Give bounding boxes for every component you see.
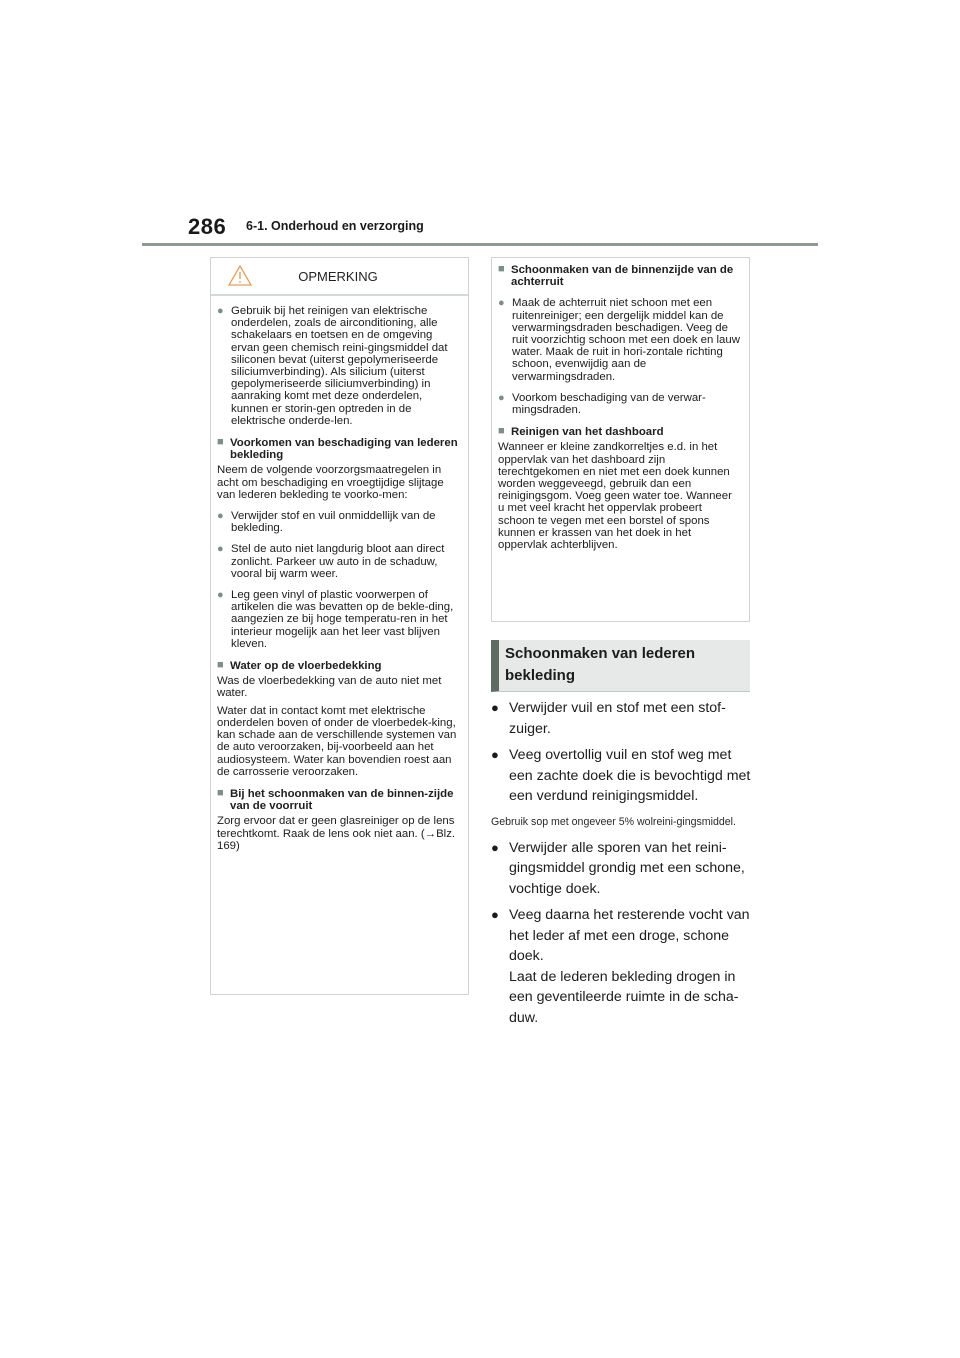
leather-protect-text: Neem de volgende voorzorgsmaatregelen in acht om beschadiging en vroegtijdige slijtage van lederen bekleding te voorko-men: [217,464,444,501]
notice-divider [211,294,468,296]
rear-window-title: ■ Schoonmaken van de binnenzijde van de achterruit [498,263,734,289]
cleaning-steps [491,698,753,1034]
section-title: 6-1. Onderhoud en verzorging [246,219,424,233]
page-number: 286 [188,214,227,239]
notice-title: OPMERKING [298,268,378,284]
square-bullet-icon: ■ [217,659,224,672]
leather-bullet-sun: ● Stel de auto niet langdurig bloot aan direct zonlicht. Parkeer uw auto in de schaduw, vooral bij warm weer. [217,543,445,580]
detergent-note: Gebruik sop met ongeveer 5% wolreini-gingsmiddel. [491,815,736,828]
step-dry: ● Veeg daarna het resterende vocht van het leder af met een droge, schone doek. [491,907,750,964]
leather-protect-title: ■ Voorkomen van beschadiging van lederen bekleding [217,436,458,462]
floor-title: ■ Water op de vloerbedekking [217,659,382,673]
bullet-dot-icon: ● [498,297,505,310]
bullet-dot-icon: ● [217,589,224,602]
bullet-dot-icon: ● [491,747,499,762]
bullet-dot-icon: ● [217,305,224,317]
header-rule [142,243,818,246]
windshield-text: Zorg ervoor dat er geen glasreiniger op de lens terechtkomt. Raak de lens ook niet aan. (→Blz. 169) [217,815,456,852]
notice-box [210,257,469,995]
bullet-dot-icon: ● [491,700,499,715]
step-vacuum: ● Verwijder vuil en stof met een stof-zuiger. [491,700,726,737]
windshield-title: ■ Bij het schoonmaken van de binnen-zijde van de voorruit [217,786,454,813]
bullet-dot-icon: ● [217,543,224,556]
notice-box-continued [491,257,750,622]
bullet-dot-icon: ● [498,391,505,404]
dashboard-text: Wanneer er kleine zandkorreltjes e.d. in het oppervlak van het dashboard zijn terechtgekomen en niet met een doek kunnen worden weggeveegd, gebruik dan een reinigingsgom. Voeg geen water toe. Wanneer u met veel kracht het oppervlak probeert schoon te vegen met een borstel of spons kunnen er krassen van het doek in het oppervlak achterblijven. [498,441,732,552]
bullet-dot-icon: ● [491,907,499,922]
square-bullet-icon: ■ [217,436,224,449]
step-wipe: ● Veeg overtollig vuil en stof weg met een zachte doek die is bevochtigd met een verdund reinigingsmiddel. [491,747,751,804]
rear-bullet-heating: ● Voorkom beschadiging van de verwar-mingsdraden. [498,391,706,417]
rear-bullet-cleaner: ● Maak de achterruit niet schoon met een ruitenreiniger; een dergelijk middel kan de verwarmingsdraden beschadigen. Veeg de ruit voorzichtig schoon met een doek en lauw water. Maak de ruit in hori-zontale richting schoon, evenwijdig aan de verwarmingsdraden. [498,297,740,383]
bullet-dot-icon: ● [217,510,224,523]
square-bullet-icon: ■ [498,263,505,275]
step-rinse: ● Verwijder alle sporen van het reini-gingsmiddel grondig met een schone, vochtige doek. [491,839,745,897]
step-dry-continued: Laat de lederen bekleding drogen in een geventileerde ruimte in de scha-duw. [509,968,739,1026]
leather-bullet-dust: ● Verwijder stof en vuil onmiddellijk van de bekleding. [217,510,436,535]
warning-triangle-icon [228,265,252,286]
section-heading-block [491,640,750,692]
section-heading: Schoonmaken van lederen bekleding [505,645,696,684]
leather-bullet-vinyl: ● Leg geen vinyl of plastic voorwerpen of artikelen die was bevatten op de bekle-ding, aangezien ze bij hoge temperatu-ren in het interieur mogelijk aan het leer vast blijven kleven. [217,589,454,650]
floor-text-2: Water dat in contact komt met elektrische onderdelen boven of onder de vloerbedek-king, kan schade aan de verschillende systemen van de auto veroorzaken, bij-voorbeeld aan het audiosysteem. Water kan bovendien roest aan de carrosserie veroorzaken. [217,704,457,778]
dashboard-title: ■ Reinigen van het dashboard [498,425,664,439]
notice-header [217,258,459,294]
square-bullet-icon: ■ [498,425,505,438]
square-bullet-icon: ■ [217,786,224,799]
bullet-dot-icon: ● [491,839,499,855]
floor-text-1: Was de vloerbedekking van de auto niet met water. [217,675,442,700]
notice-bullet-silicone: ● Gebruik bij het reinigen van elektrische onderdelen, zoals de airconditioning, alle schakelaars en toetsen en de omgeving ervan geen chemisch reini-gingsmiddel dat siliconen bevat (uiterst gepolymeriseerde siliciumverbinding). Als silicium (uiterst gepolymeriseerde siliciumverbinding) in aanraking komt met deze onderdelen, kunnen er storin-gen optreden in de elektrische onderde-len. [217,305,448,427]
